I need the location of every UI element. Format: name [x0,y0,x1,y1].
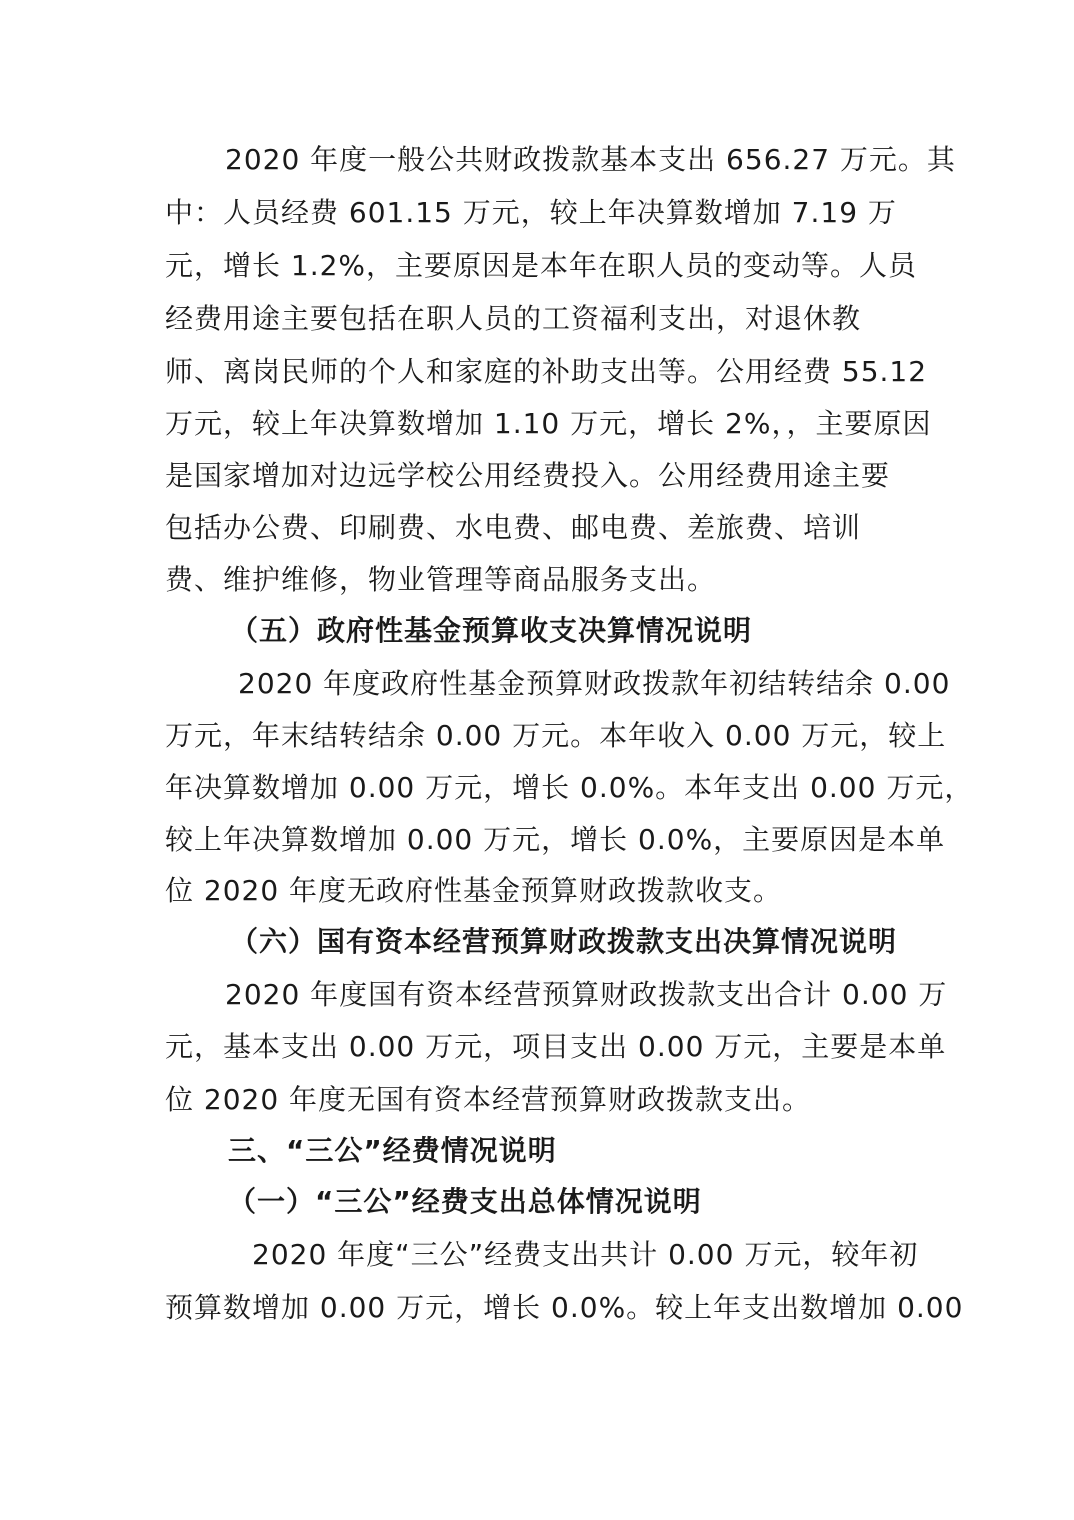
paragraph-line: 位 2020 年度无政府性基金预算财政拨款收支。 [165,874,783,907]
subsection-heading-1: （一）“三公”经费支出总体情况说明 [228,1185,702,1218]
paragraph-line: 2020 年度“三公”经费支出共计 0.00 万元，较年初 [252,1238,919,1271]
paragraph-line: 预算数增加 0.00 万元，增长 0.0%。较上年支出数增加 0.00 [165,1291,964,1324]
paragraph-line: 年决算数增加 0.00 万元，增长 0.0%。本年支出 0.00 万元， [165,771,974,804]
paragraph-line: 费、维护维修，物业管理等商品服务支出。 [165,563,717,596]
section-heading-6: （六）国有资本经营预算财政拨款支出决算情况说明 [230,925,898,958]
paragraph-line: 万元，较上年决算数增加 1.10 万元，增长 2%，，主要原因 [165,407,932,440]
paragraph-line: 万元，年末结转结余 0.00 万元。本年收入 0.00 万元，较上 [165,719,947,752]
paragraph-line: 元，基本支出 0.00 万元，项目支出 0.00 万元，主要是本单 [165,1030,947,1063]
paragraph-line: 2020 年度政府性基金预算财政拨款年初结转结余 0.00 [238,667,951,700]
paragraph-line: 元，增长 1.2%，主要原因是本年在职人员的变动等。人员 [165,249,918,282]
chapter-heading-3: 三、“三公”经费情况说明 [228,1134,557,1167]
paragraph-line: 较上年决算数增加 0.00 万元，增长 0.0%，主要原因是本单 [165,823,946,856]
paragraph-line: 位 2020 年度无国有资本经营预算财政拨款支出。 [165,1083,812,1116]
paragraph-line: 2020 年度国有资本经营预算财政拨款支出合计 0.00 万 [225,978,948,1011]
paragraph-line: 2020 年度一般公共财政拨款基本支出 656.27 万元。其 [225,143,956,176]
paragraph-line: 包括办公费、印刷费、水电费、邮电费、差旅费、培训 [165,511,862,544]
paragraph-line: 中：人员经费 601.15 万元，较上年决算数增加 7.19 万 [165,196,897,229]
paragraph-line: 是国家增加对边远学校公用经费投入。公用经费用途主要 [165,459,891,492]
section-heading-5: （五）政府性基金预算收支决算情况说明 [230,614,753,647]
paragraph-line: 师、离岗民师的个人和家庭的补助支出等。公用经费 55.12 [165,355,928,388]
paragraph-line: 经费用途主要包括在职人员的工资福利支出，对退休教 [165,302,862,335]
